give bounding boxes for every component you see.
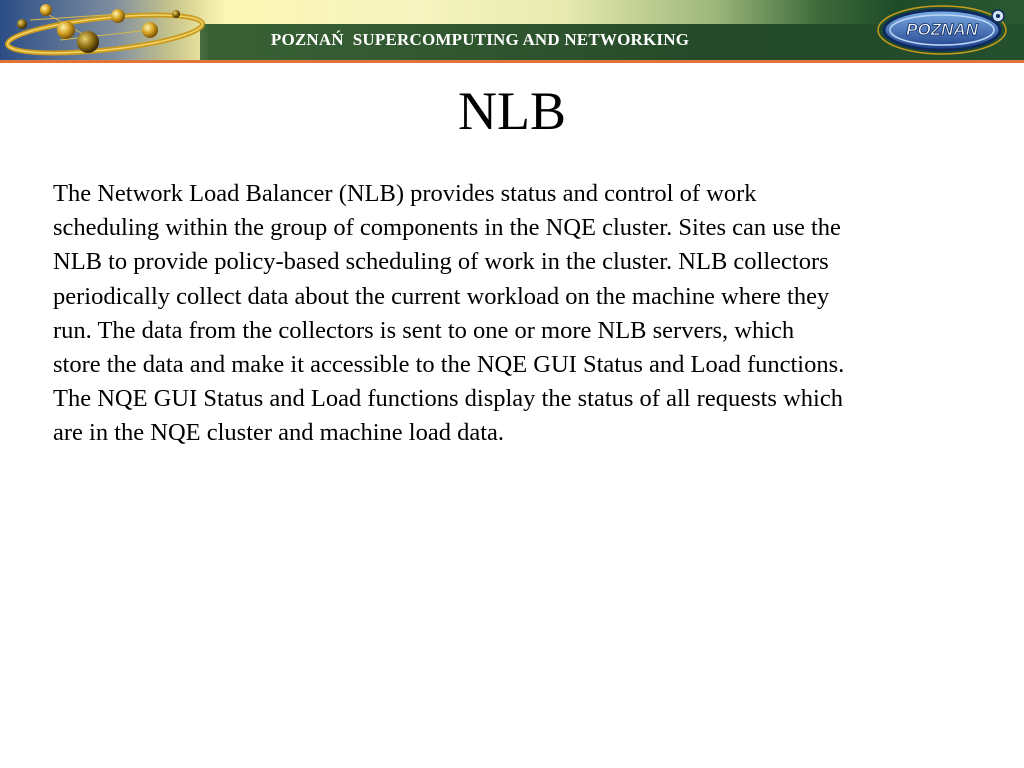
organization-name: POZNAŃ SUPERCOMPUTING AND NETWORKING [270, 30, 690, 49]
header-divider [0, 60, 1024, 63]
slide-title: NLB [458, 81, 566, 141]
slide-body [53, 177, 983, 451]
logo-text: POZNAN [906, 20, 978, 39]
header-banner [0, 0, 1024, 60]
body-line: periodically collect data about the current workload on the machine where they [53, 282, 830, 310]
poznan-logo-icon [876, 4, 1012, 56]
body-line: are in the NQE cluster and machine load data. [53, 419, 505, 447]
body-line: scheduling within the group of components in the NQE cluster. Sites can use the [53, 214, 841, 242]
body-line: The Network Load Balancer (NLB) provides status and control of work [53, 180, 757, 207]
orbit-decoration-icon [0, 0, 210, 60]
body-line: store the data and make it accessible to the NQE GUI Status and Load functions. [53, 351, 845, 379]
body-line: run. The data from the collectors is sent to one or more NLB servers, which [53, 316, 795, 344]
body-line: NLB to provide policy-based scheduling of work in the cluster. NLB collectors [53, 248, 829, 276]
body-line: The NQE GUI Status and Load functions display the status of all requests which [53, 385, 843, 413]
